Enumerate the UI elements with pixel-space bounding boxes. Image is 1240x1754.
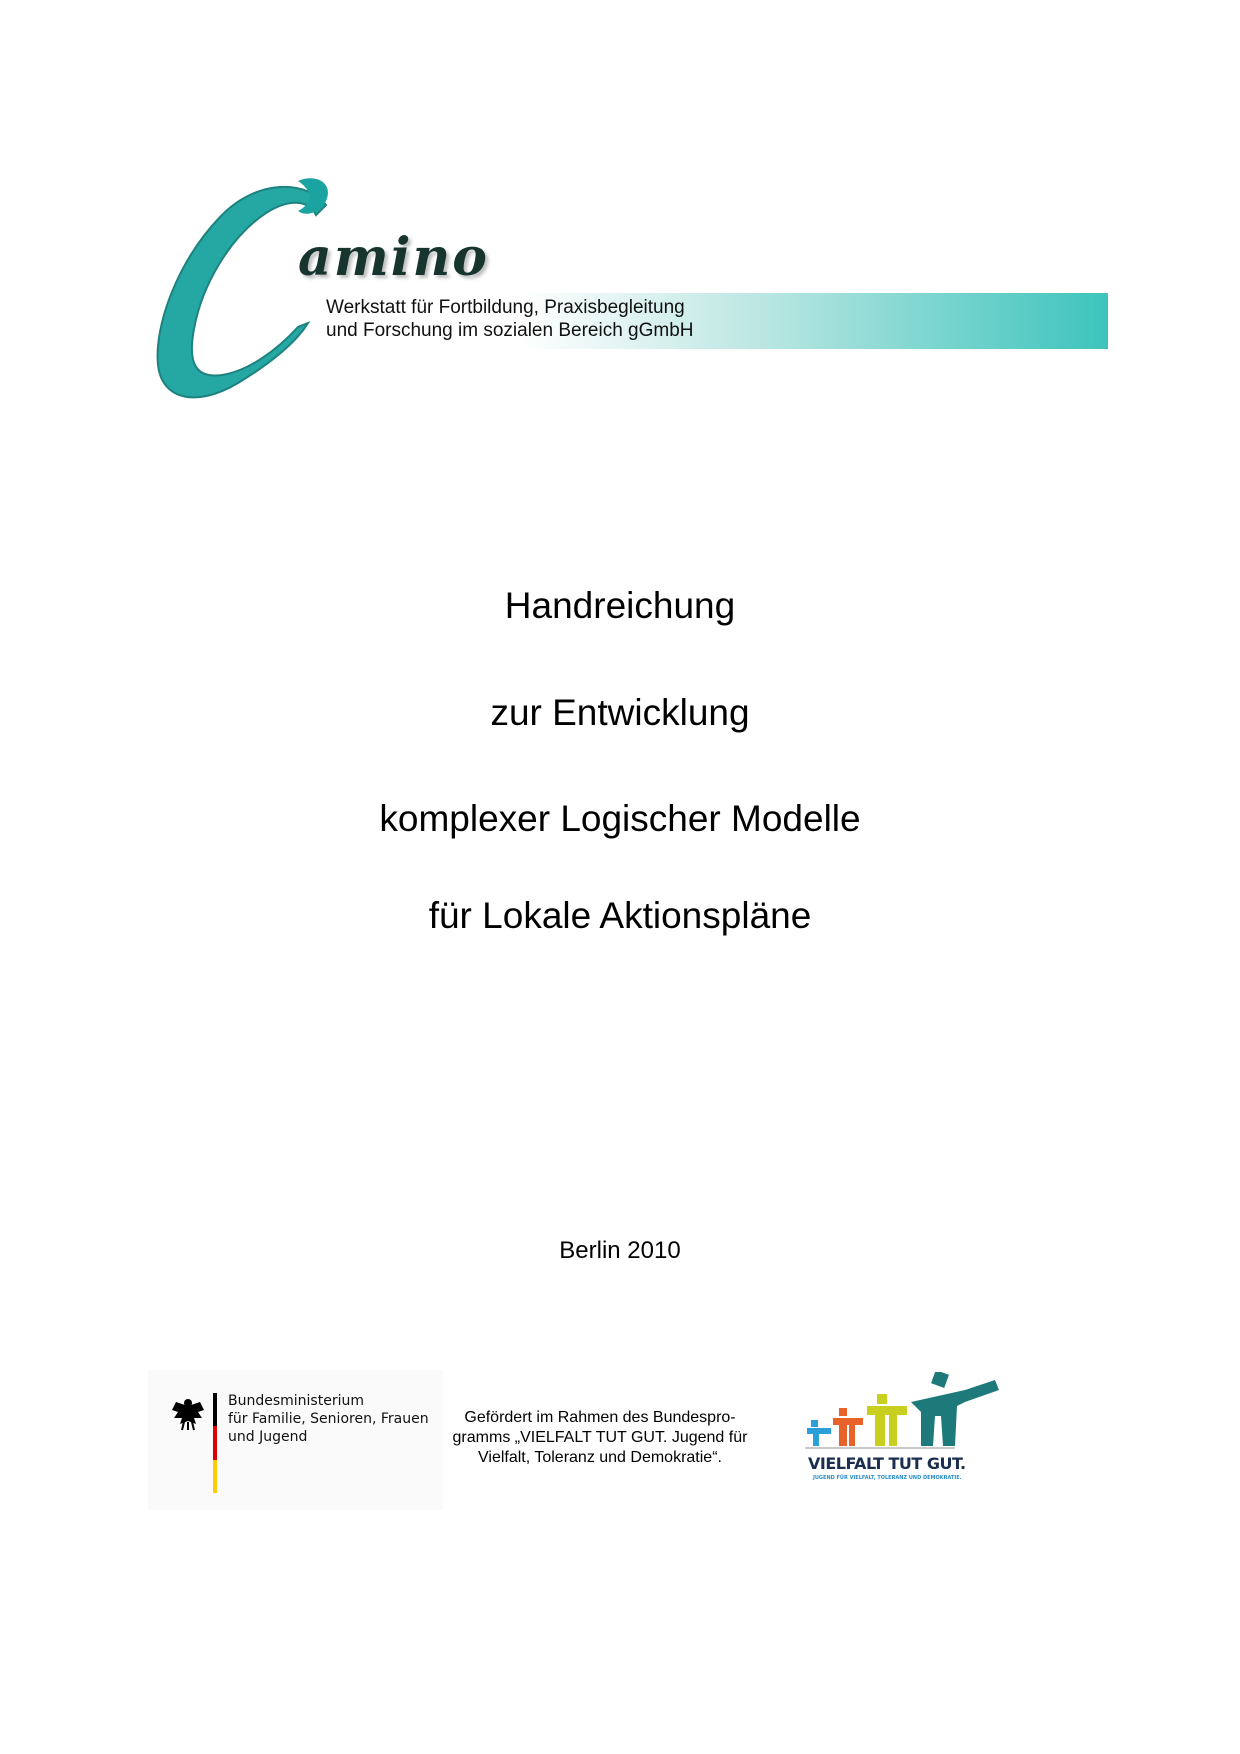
program-subtitle: JUGEND FÜR VIELFALT, TOLERANZ UND DEMOKRATIE. bbox=[813, 1475, 962, 1481]
ministry-name bbox=[228, 1392, 429, 1446]
ministry-line-1: Bundesministerium bbox=[228, 1393, 364, 1409]
title-line-3: komplexer Logischer Modelle bbox=[379, 798, 861, 839]
program-figures-icon bbox=[805, 1372, 1005, 1456]
camino-c-letter bbox=[148, 175, 348, 415]
german-flag-bar bbox=[213, 1393, 217, 1493]
ministry-logo bbox=[148, 1370, 443, 1510]
title-line-4: für Lokale Aktionspläne bbox=[428, 895, 812, 936]
camino-tagline bbox=[326, 296, 694, 342]
federal-eagle-icon bbox=[170, 1396, 206, 1432]
funding-note bbox=[430, 1408, 770, 1468]
program-name: VIELFALT TUT GUT. bbox=[808, 1454, 966, 1473]
camino-logo bbox=[148, 175, 1108, 415]
title-line-2: zur Entwicklung bbox=[490, 692, 750, 733]
funding-line-2: gramms „VIELFALT TUT GUT. Jugend für bbox=[452, 1429, 748, 1446]
vielfalt-tut-gut-logo bbox=[805, 1372, 1005, 1500]
ministry-line-2: für Familie, Senioren, Frauen bbox=[228, 1411, 429, 1427]
title-line-1: Handreichung bbox=[504, 585, 736, 626]
camino-wordmark: amino bbox=[298, 227, 489, 288]
ministry-line-3: und Jugend bbox=[228, 1429, 308, 1445]
place-date: Berlin 2010 bbox=[559, 1237, 681, 1264]
funding-line-1: Gefördert im Rahmen des Bundespro- bbox=[464, 1409, 736, 1426]
tagline-line-2: und Forschung im sozialen Bereich gGmbH bbox=[326, 320, 694, 341]
tagline-line-1: Werkstatt für Fortbildung, Praxisbegleitung bbox=[326, 297, 685, 318]
funding-line-3: Vielfalt, Toleranz und Demokratie“. bbox=[478, 1449, 722, 1466]
